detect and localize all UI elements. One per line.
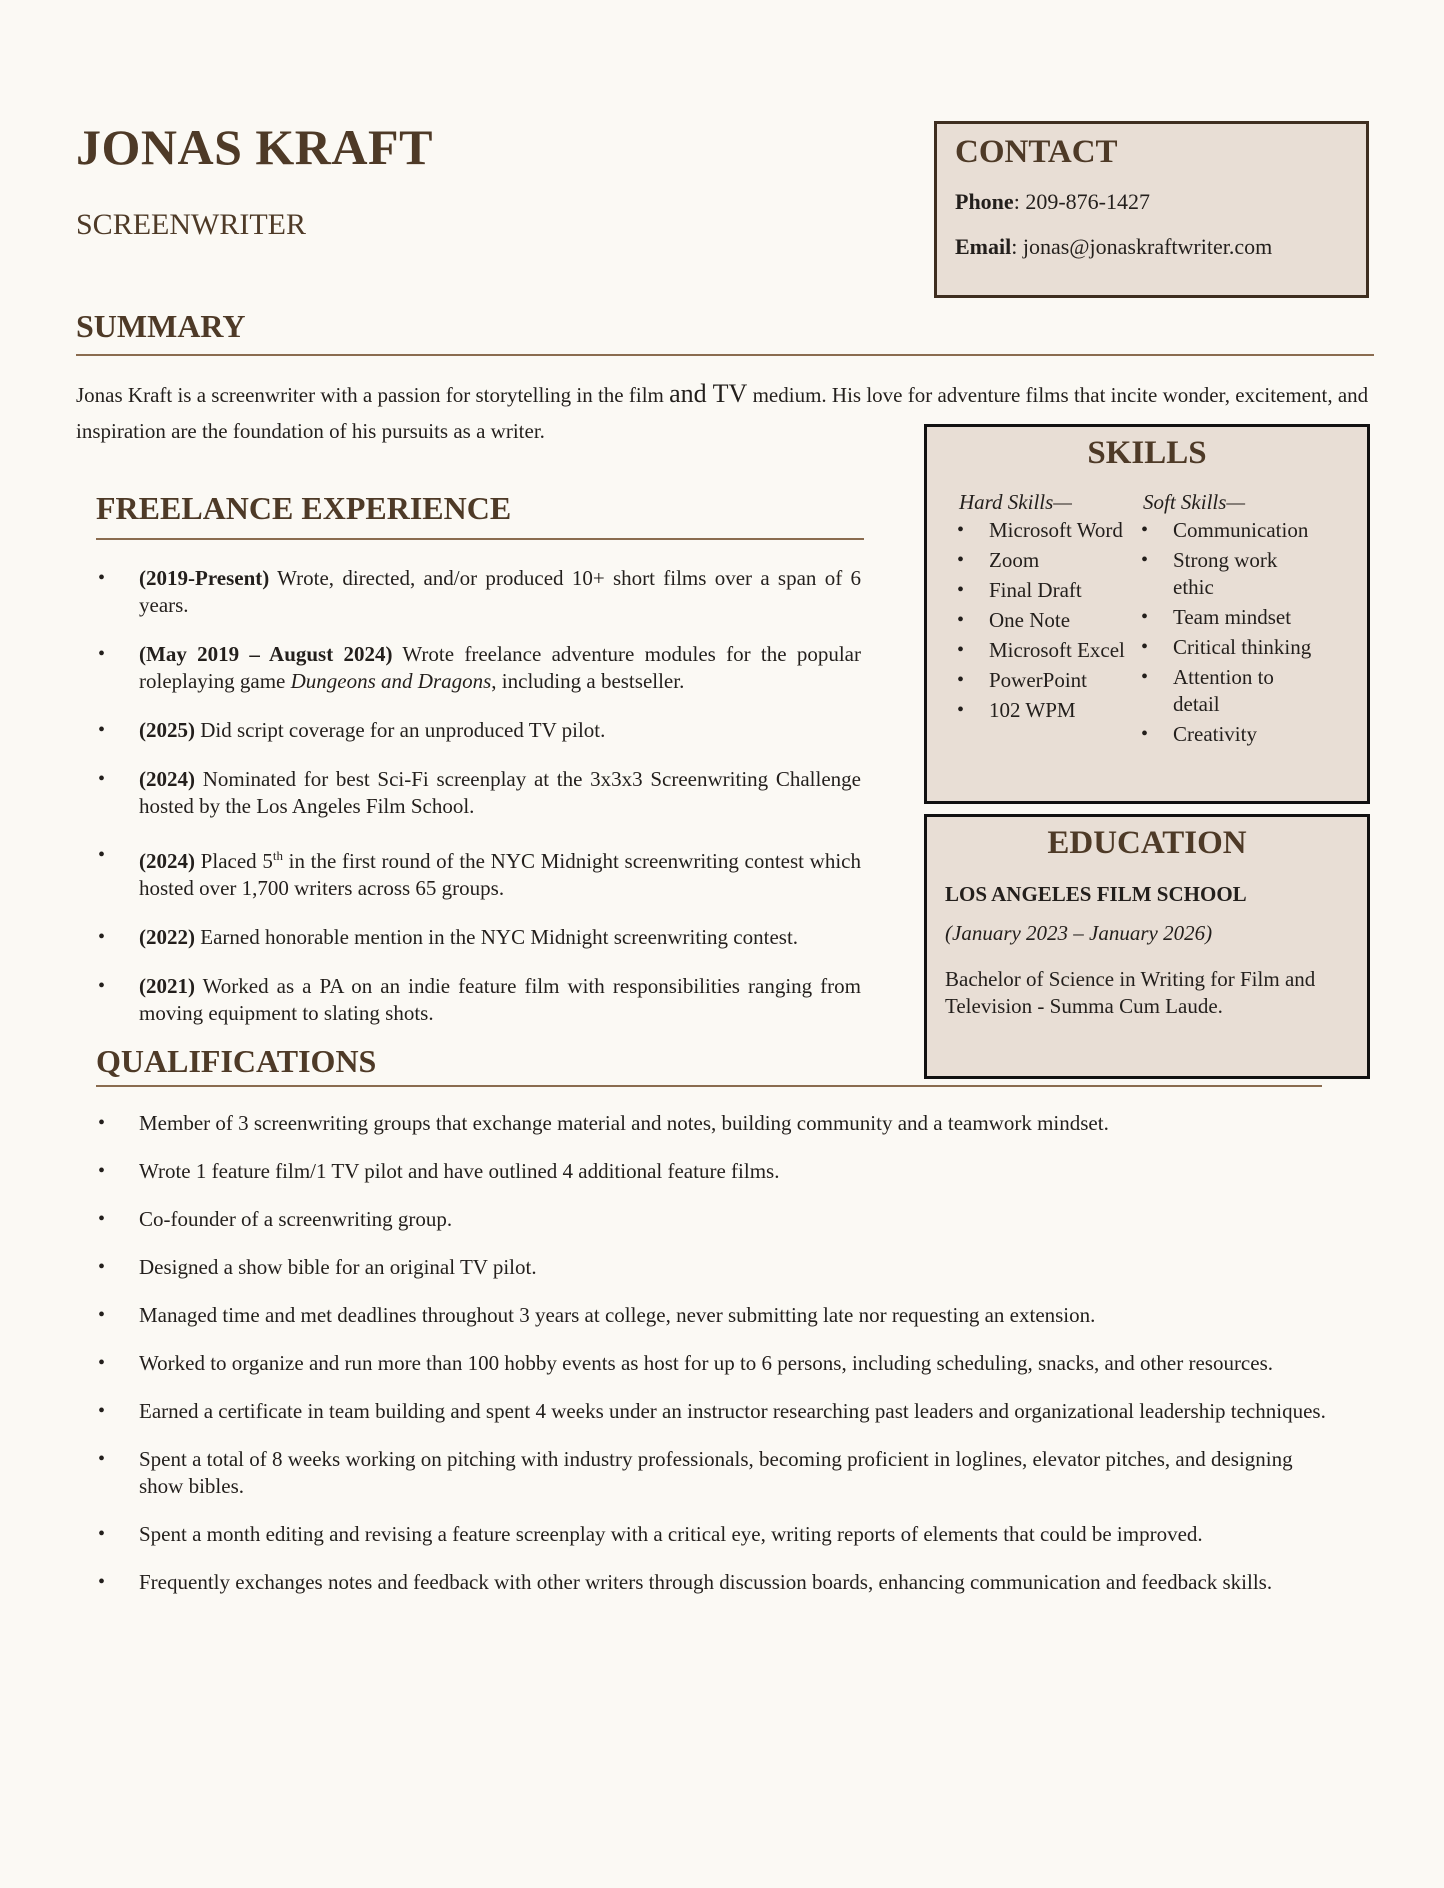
summary-part-c: medium. His love for adventure films that incite wonder, excitement, and inspiration are the foundation of his pursuits as a writer. [76,383,1369,443]
list-item: • Zoom [945,547,1129,574]
experience-period: (2019-Present) [139,566,270,590]
skills-box [924,424,1370,804]
list-item: • Final Draft [945,577,1129,604]
skills-columns [945,490,1349,751]
list-item: • Co-founder of a screenwriting group. [76,1206,1326,1233]
list-item [76,766,861,820]
list-item: • Frequently exchanges notes and feedback with other writers through discussion boards, enhancing communication and feedback skills. [76,1569,1326,1596]
hard-skills-label: Hard Skills— [959,490,1072,514]
qualifications-rule [96,1085,1322,1087]
experience-period: (2025) [139,718,195,742]
phone-label: Phone [955,189,1014,214]
soft-skills-list [1129,517,1313,748]
education-degree: Bachelor of Science in Writing for Film and Television - Summa Cum Laude. [945,967,1316,1018]
experience-period: (2021) [139,974,195,998]
education-dates: (January 2023 – January 2026) [945,921,1213,945]
list-item [76,717,861,744]
phone-value: 209-876-1427 [1025,189,1150,214]
hard-skills-column [945,490,1129,751]
list-item [76,973,861,1027]
experience-text: Wrote, directed, and/or produced 10+ short films over a span of 6 years. [139,566,861,617]
contact-title: CONTACT [955,134,1118,170]
contact-email: Email: jonas@jonaskraftwriter.com [955,234,1273,259]
summary-part-a: Jonas Kraft is a screenwriter with a passion for storytelling in the film [76,383,670,407]
list-item: • Communication [1129,517,1313,544]
hard-skills-list [945,517,1129,724]
list-item: • Earned a certificate in team building and spent 4 weeks under an instructor researching past leaders and organizational leadership techniques. [76,1398,1326,1425]
list-item: • Team mindset [1129,604,1313,631]
list-item [76,924,861,951]
contact-phone: Phone: 209-876-1427 [955,189,1150,214]
summary-rule [76,354,1374,356]
experience-period: (2024) [139,767,195,791]
list-item [76,842,861,902]
candidate-role: SCREENWRITER [76,208,306,241]
summary-part-b: and TV [669,379,748,408]
education-title: EDUCATION [1047,825,1247,861]
list-item: • Critical thinking [1129,634,1313,661]
list-item [76,641,861,695]
experience-period: (2022) [139,925,195,949]
list-item: • Microsoft Excel [945,637,1129,664]
list-item: • Creativity [1129,721,1313,748]
list-item: • Designed a show bible for an original TV pilot. [76,1254,1326,1281]
list-item: • Spent a total of 8 weeks working on pitching with industry professionals, becoming proficient in loglines, elevator pitches, and designing show bibles. [76,1446,1326,1500]
email-label: Email [955,234,1012,259]
experience-italic: Dungeons and Dragons [290,669,492,693]
contact-box [934,121,1369,298]
summary-title: SUMMARY [76,308,246,344]
list-item: • Strong work ethic [1129,547,1313,601]
experience-text: Placed 5 [195,849,273,873]
list-item: • Spent a month editing and revising a feature screenplay with a critical eye, writing reports of elements that could be improved. [76,1521,1326,1548]
list-item: • Worked to organize and run more than 100 hobby events as host for up to 6 persons, including scheduling, snacks, and other resources. [76,1350,1326,1377]
experience-text: Worked as a PA on an indie feature film with responsibilities ranging from moving equipment to slating shots. [139,974,861,1025]
list-item: • Managed time and met deadlines throughout 3 years at college, never submitting late nor requesting an extension. [76,1302,1326,1329]
qualifications-list [76,1110,1326,1617]
education-box [924,814,1370,1079]
list-item: • One Note [945,607,1129,634]
list-item: • Wrote 1 feature film/1 TV pilot and have outlined 4 additional feature films. [76,1158,1326,1185]
experience-text: Nominated for best Sci-Fi screenplay at the 3x3x3 Screenwriting Challenge hosted by the Los Angeles Film School. [139,767,861,818]
experience-period: (2024) [139,849,195,873]
list-item: • Member of 3 screenwriting groups that exchange material and notes, building community and a teamwork mindset. [76,1110,1326,1137]
list-item: • Attention to detail [1129,664,1313,718]
candidate-name: JONAS KRAFT [76,119,433,175]
experience-text: Earned honorable mention in the NYC Midnight screenwriting contest. [195,925,799,949]
experience-text: Did script coverage for an unproduced TV pilot. [195,718,606,742]
list-item: • Microsoft Word [945,517,1129,544]
experience-text: in the first round of the NYC Midnight screenwriting contest which hosted over 1,700 writers across 65 groups. [139,849,861,900]
experience-list [76,565,861,1049]
experience-period: (May 2019 – August 2024) [139,642,393,666]
email-value: jonas@jonaskraftwriter.com [1022,234,1273,259]
experience-rule [96,538,864,540]
experience-text: , including a bestseller. [491,669,685,693]
skills-title: SKILLS [1087,435,1207,471]
experience-superscript: th [272,848,283,863]
qualifications-title: QUALIFICATIONS [96,1043,377,1079]
experience-text: Wrote freelance adventure modules for the popular roleplaying game [139,642,861,693]
soft-skills-label: Soft Skills— [1143,490,1246,514]
soft-skills-column [1129,490,1313,751]
education-school: LOS ANGELES FILM SCHOOL [945,882,1247,906]
list-item: • PowerPoint [945,667,1129,694]
list-item [76,565,861,619]
experience-title: FREELANCE EXPERIENCE [96,490,512,526]
list-item: • 102 WPM [945,697,1129,724]
